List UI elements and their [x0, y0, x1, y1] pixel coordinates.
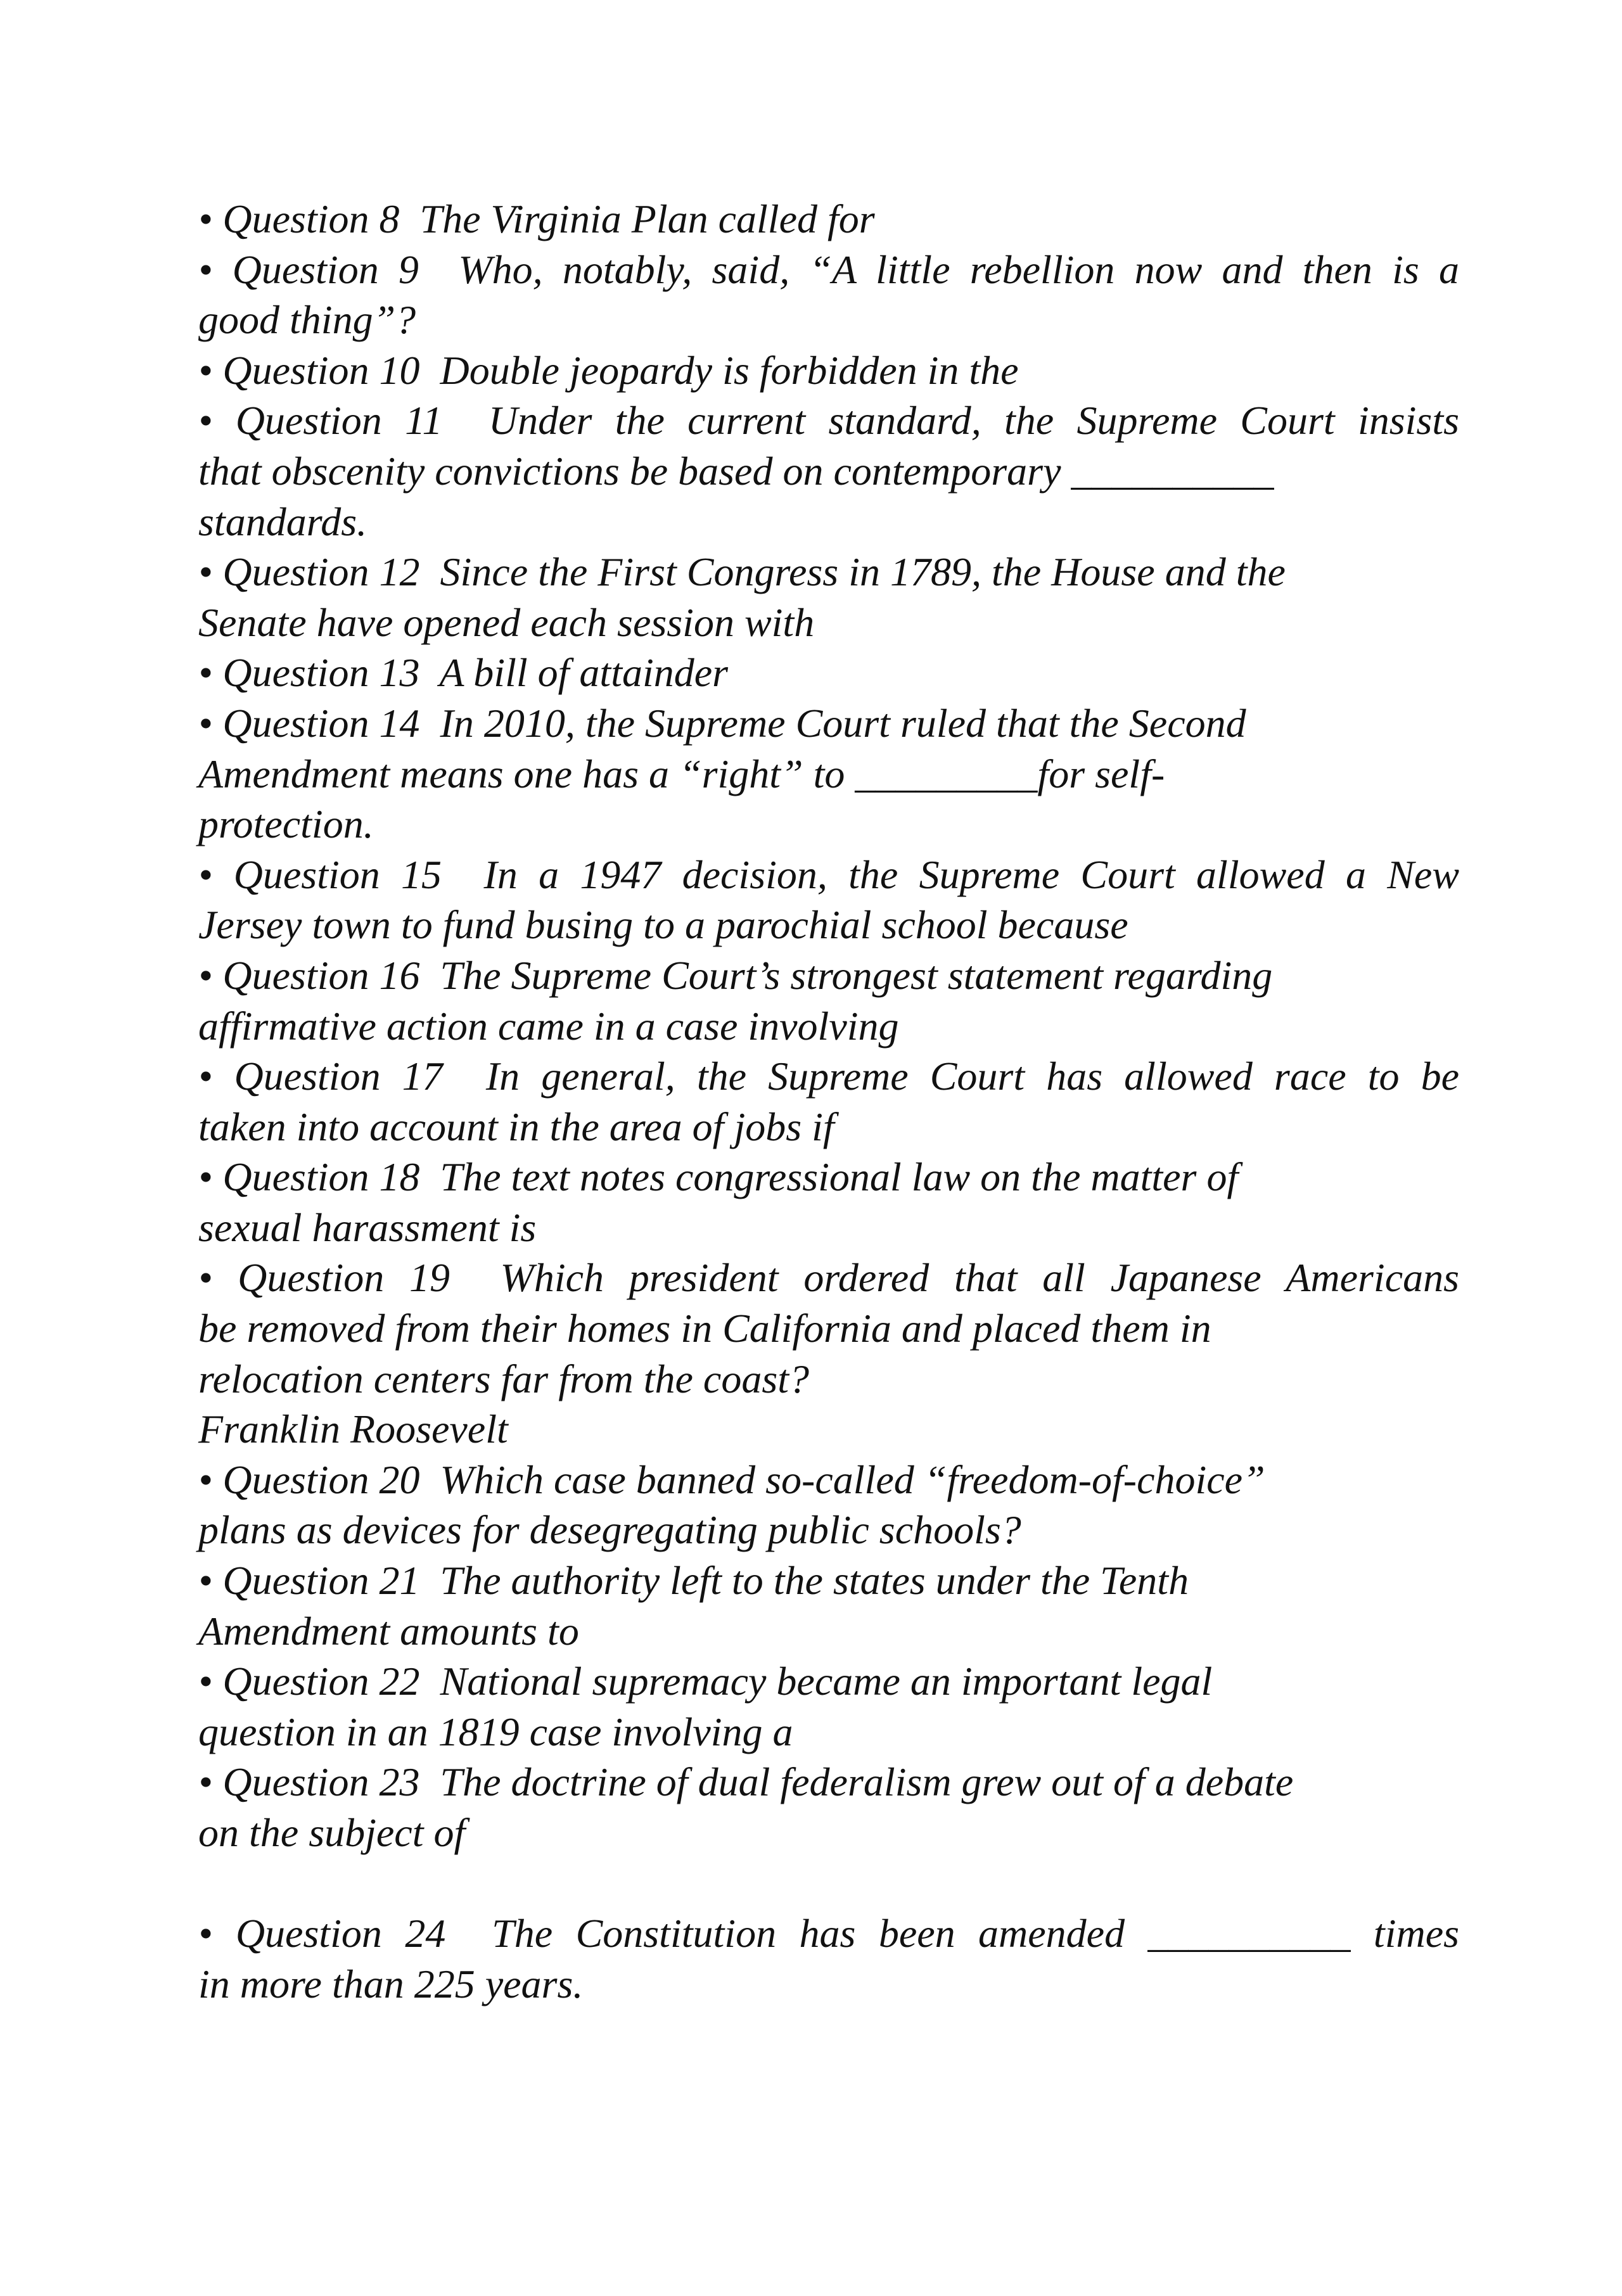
question-list [198, 194, 1459, 2009]
question-19-continued: be removed from their homes in California and placed them in [198, 1306, 1211, 1351]
paragraph-gap [198, 1858, 1459, 1909]
question-14-continued: protection. [198, 801, 374, 847]
question-16: • Question 16 The Supreme Court’s strongest statement regarding [198, 952, 1273, 998]
question-14: • Question 14 In 2010, the Supreme Court ruled that the Second [198, 700, 1246, 746]
question-13: • Question 13 A bill of attainder [198, 650, 729, 696]
question-11-continued: standards. [198, 499, 367, 544]
question-11-continued: that obscenity convictions be based on contemporary __________ [198, 448, 1274, 494]
question-16-continued: affirmative action came in a case involving [198, 1003, 899, 1049]
question-18: • Question 18 The text notes congressional law on the matter of [198, 1154, 1239, 1200]
question-15: • Question 15 In a 1947 decision, the Supreme Court allowed a New [198, 851, 1459, 897]
answer-19: Franklin Roosevelt [198, 1406, 508, 1452]
question-15-continued: Jersey town to fund busing to a parochial school because [198, 902, 1128, 948]
question-14-continued: Amendment means one has a “right” to _________for self- [198, 751, 1165, 796]
question-20-continued: plans as devices for desegregating public schools? [198, 1507, 1021, 1553]
question-23-continued: on the subject of [198, 1810, 466, 1855]
question-12-continued: Senate have opened each session with [198, 599, 815, 645]
question-18-continued: sexual harassment is [198, 1204, 537, 1250]
question-19: • Question 19 Which president ordered that all Japanese Americans [198, 1255, 1459, 1301]
question-23: • Question 23 The doctrine of dual federalism grew out of a debate [198, 1759, 1294, 1805]
question-9-continued: good thing”? [198, 297, 416, 343]
question-9: • Question 9 Who, notably, said, “A little rebellion now and then is a [198, 246, 1459, 292]
question-24: • Question 24 The Constitution has been amended __________ times [198, 1911, 1459, 1956]
question-19-continued: relocation centers far from the coast? [198, 1356, 809, 1401]
question-17-continued: taken into account in the area of jobs if [198, 1104, 834, 1149]
question-22: • Question 22 National supremacy became an important legal [198, 1659, 1213, 1704]
question-21-continued: Amendment amounts to [198, 1608, 579, 1654]
question-21: • Question 21 The authority left to the states under the Tenth [198, 1558, 1189, 1604]
question-11: • Question 11 Under the current standard, the Supreme Court insists [198, 398, 1459, 443]
question-12: • Question 12 Since the First Congress in 1789, the House and the [198, 549, 1286, 595]
question-22-continued: question in an 1819 case involving a [198, 1709, 793, 1754]
question-8: • Question 8 The Virginia Plan called for [198, 196, 875, 241]
question-10: • Question 10 Double jeopardy is forbidden in the [198, 347, 1019, 393]
question-20: • Question 20 Which case banned so-called “freedom-of-choice” [198, 1457, 1265, 1502]
question-24-continued: in more than 225 years. [198, 1961, 584, 2006]
question-17: • Question 17 In general, the Supreme Court has allowed race to be [198, 1054, 1459, 1099]
